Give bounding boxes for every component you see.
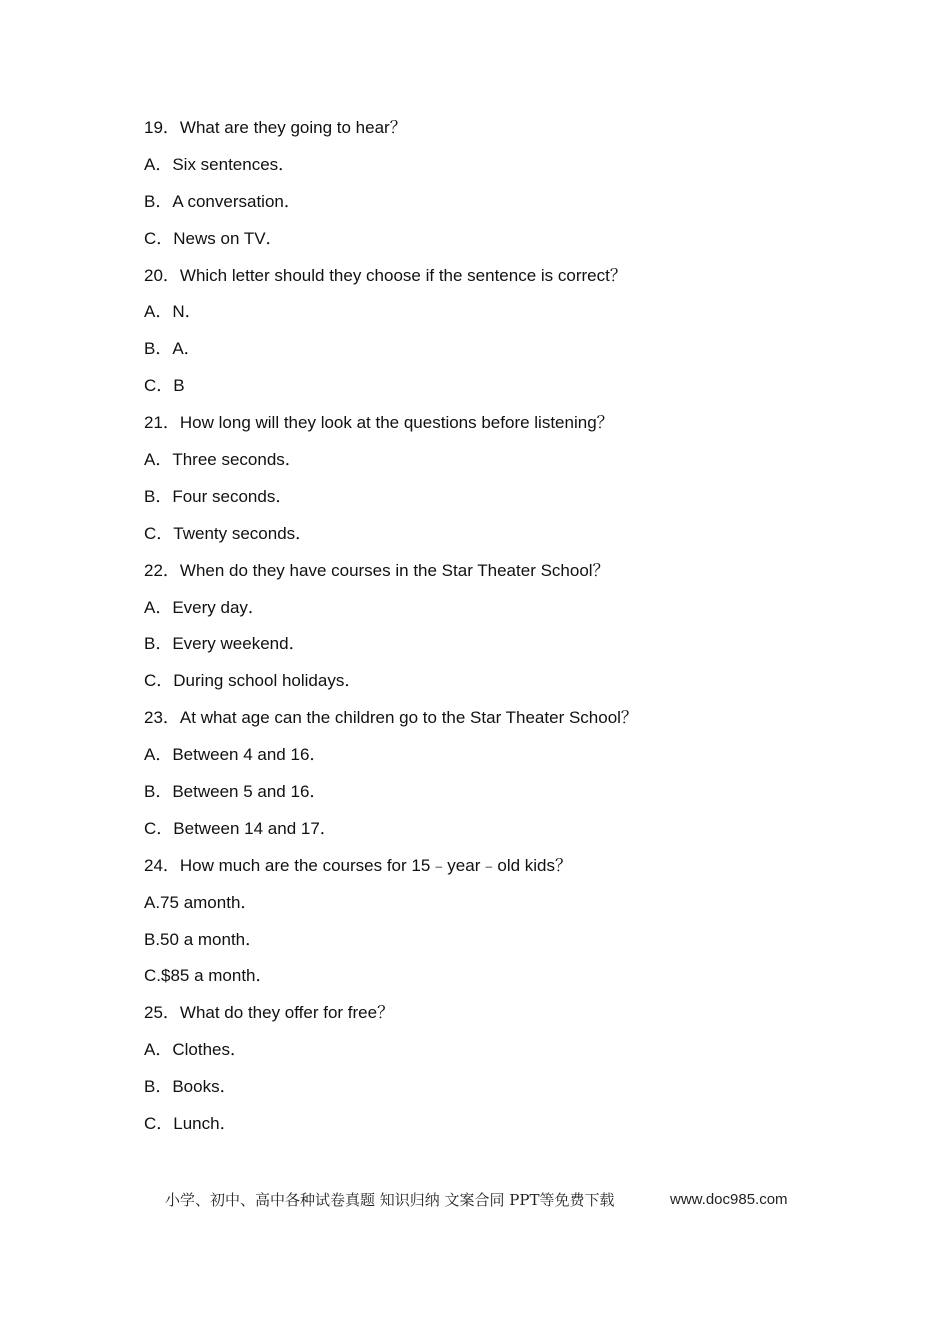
answer-option: C．Lunch． [144,1114,237,1134]
answer-option: A.75 amonth． [144,892,258,912]
answer-option: C．Twenty seconds． [144,523,313,543]
answer-option: C．B [144,376,185,396]
footer-url: www.doc985.com [670,1191,788,1208]
answer-option: A．Clothes． [144,1040,247,1060]
answer-option: A．N． [144,302,202,322]
answer-option: A．Every day． [144,597,265,617]
question-stem: 19．What are they going to hear？ [144,118,407,137]
answer-option: B．A conversation． [144,191,301,211]
footer-text: 小学、初中、高中各种试卷真题 知识归纳 文案合同 PPT等免费下载 [165,1191,615,1209]
answer-option: A．Between 4 and 16． [144,745,327,765]
answer-option: B．Between 5 and 16． [144,782,327,802]
answer-option: C．During school holidays． [144,671,362,691]
question-stem: 22．When do they have courses in the Star Theater School？ [144,560,610,580]
answer-option: C．News on TV． [144,228,283,248]
page-footer [165,1188,805,1213]
question-list [144,114,824,1147]
question-stem: 21．How long will they look at the questions before listening？ [144,413,614,433]
answer-option: C．Between 14 and 17． [144,818,337,838]
answer-option: C.$85 a month． [144,966,273,986]
answer-option: B．Four seconds． [144,486,293,506]
question-stem: 25．What do they offer for free？ [144,1003,395,1023]
question-stem: 24．How much are the courses for 15﹣year﹣old kids？ [144,855,573,875]
answer-option: B.50 a month． [144,929,263,949]
question-stem: 20．Which letter should they choose if the sentence is correct？ [144,265,627,285]
answer-option: B．A． [144,339,201,359]
answer-option: A．Three seconds． [144,450,302,470]
question-stem: 23．At what age can the children go to the Star Theater School？ [144,708,638,728]
answer-option: B．Books． [144,1077,237,1097]
answer-option: B．Every weekend． [144,634,306,654]
answer-option: A．Six sentences． [144,154,296,174]
